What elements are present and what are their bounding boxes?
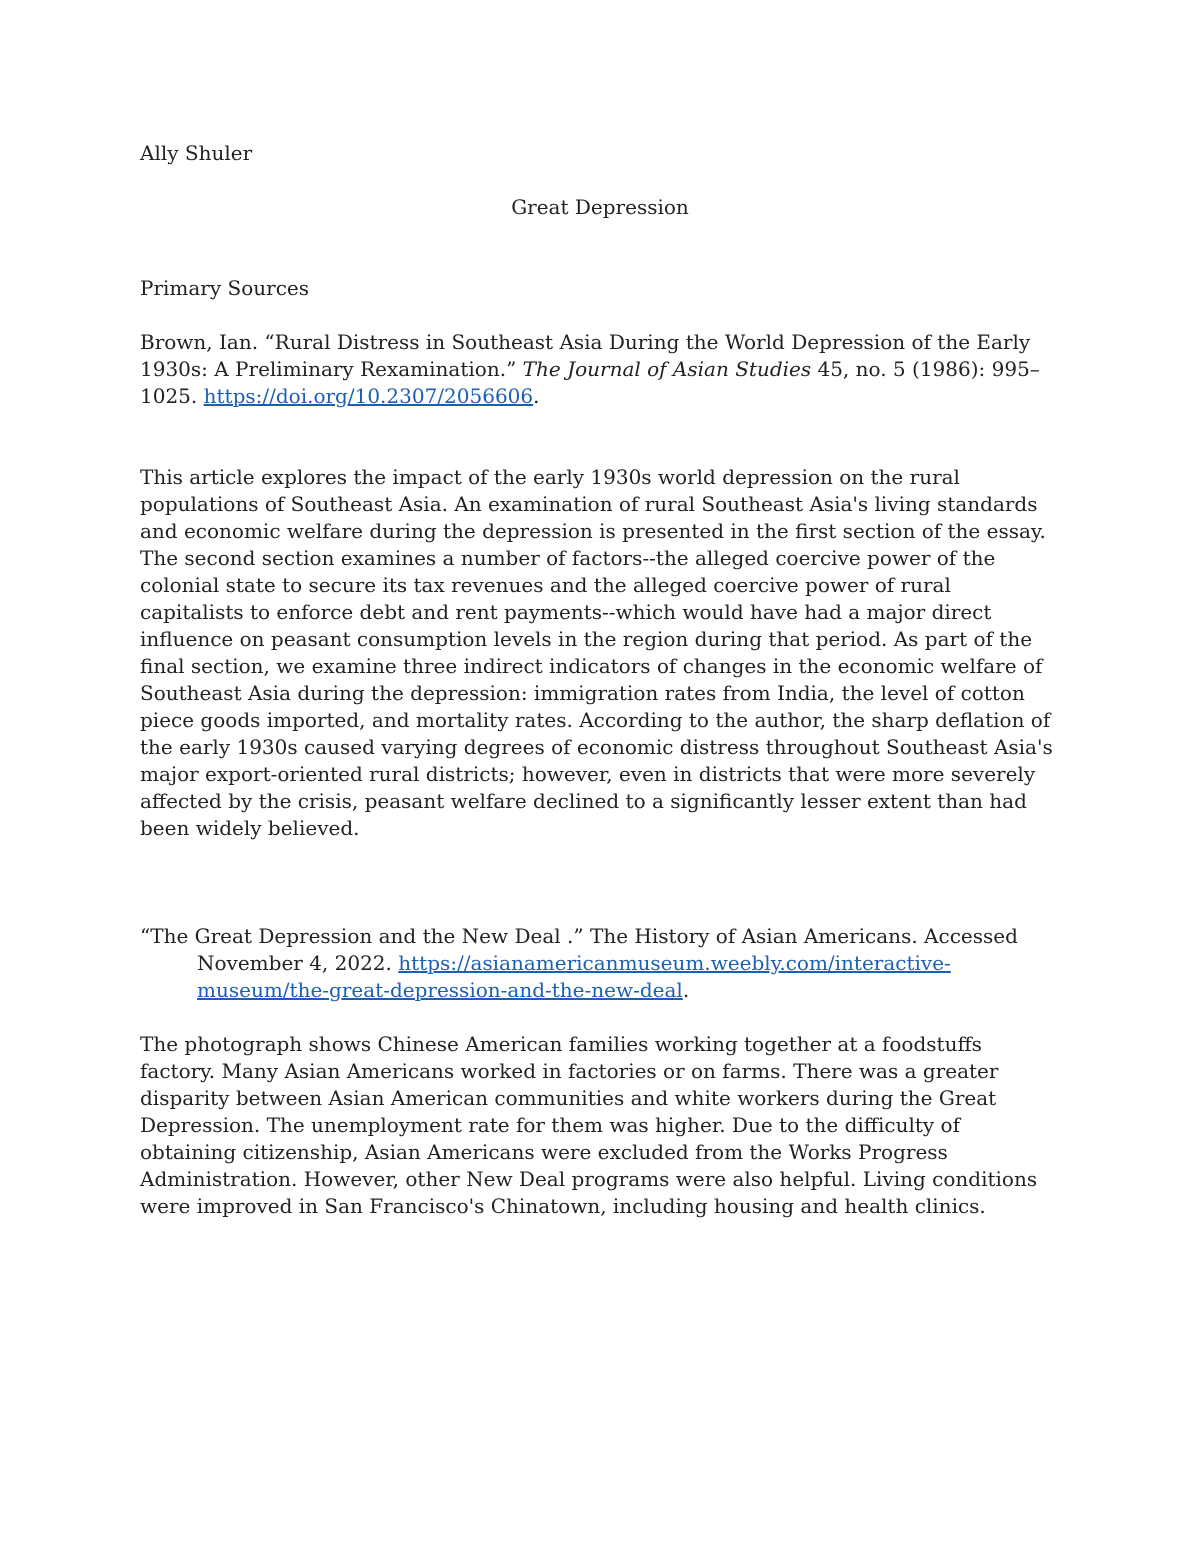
author-name: Ally Shuler — [140, 141, 253, 165]
citation-museum-end: . — [682, 978, 690, 1002]
section-heading: Primary Sources — [140, 276, 310, 300]
citation-museum-link[interactable]: https://asianamericanmuseum.weebly.com/interactive-museum/the-great-depression-and-the-new-deal — [197, 951, 951, 1002]
summary-brown: This article explores the impact of the early 1930s world depression on the rural populations of Southeast Asia. An examination of rural Southeast Asia's living standards and economic welfare during the depression is presented in the first section of the essay. The second section examines a number of factors--the alleged coercive power of the colonial state to secure its tax revenues and the alleged coercive power of rural capitalists to enforce debt and rent payments--which would have had a major direct influence on peasant consumption levels in the region during that period. As part of the final section, we examine three indirect indicators of changes in the economic welfare of Southeast Asia during the depression: immigration rates from India, the level of cotton piece goods imported, and mortality rates. According to the author, the sharp deflation of the early 1930s caused varying degrees of economic distress throughout Southeast Asia's major export-oriented rural districts; however, even in districts that were more severely affected by the crisis, peasant welfare declined to a significantly lesser extent than had been widely believed. — [140, 465, 1053, 840]
citation-brown-details: 45, no. 5 (1986): 995–1025. — [140, 357, 1040, 408]
citation-asian-american-museum — [140, 923, 1060, 1004]
citation-brown-journal: The Journal of Asian Studies — [522, 357, 812, 381]
citation-museum-text: “The Great Depression and the New Deal .” The History of Asian Americans. Accessed November 4, 2022. — [140, 924, 1018, 975]
summary-photograph: The photograph shows Chinese American families working together at a foodstuffs factory. Many Asian Americans worked in factories or on farms. There was a greater disparity between Asian American communities and white workers during the Great Depression. The unemployment rate for them was higher. Due to the difficulty of obtaining citizenship, Asian Americans were excluded from the Works Progress Administration. However, other New Deal programs were also helpful. Living conditions were improved in San Francisco's Chinatown, including housing and health clinics. — [140, 1032, 1038, 1218]
document-title: Great Depression — [511, 195, 689, 219]
citation-brown — [140, 329, 1060, 410]
document-page — [140, 140, 1060, 1220]
citation-brown-end: . — [533, 384, 540, 408]
citation-brown-text: Brown, Ian. “Rural Distress in Southeast Asia During the World Depression of the Early 1930s: A Preliminary Rexamination.” — [140, 330, 1031, 381]
citation-brown-doi-link[interactable]: https://doi.org/10.2307/2056606 — [203, 384, 534, 408]
